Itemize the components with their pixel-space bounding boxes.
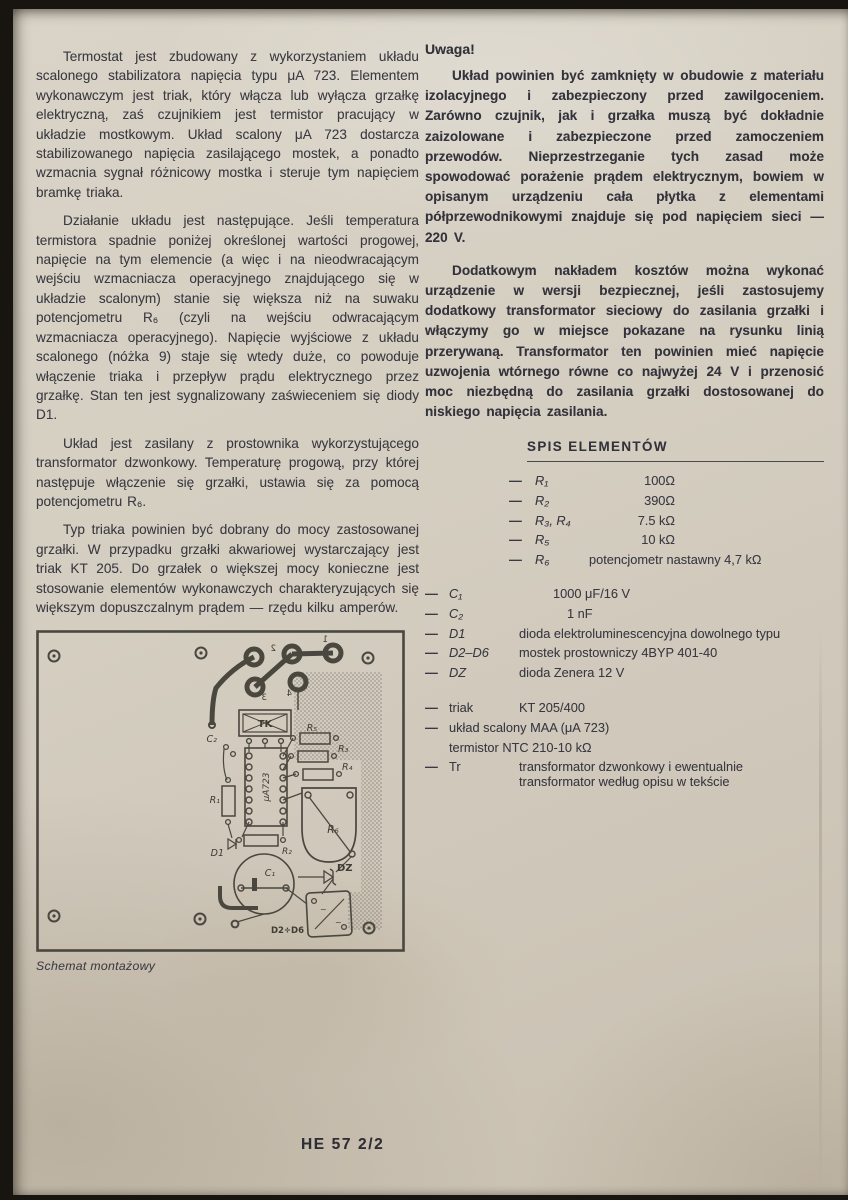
- diode-d1: [211, 839, 236, 859]
- label-d1: D1: [210, 848, 224, 860]
- part-value: 7.5 kΩ: [637, 512, 675, 528]
- part-row: [425, 626, 824, 646]
- part-value: transformator dzwonkowy i ewentualnie transformator według opisu w tekście: [519, 759, 744, 790]
- diode-dz: [298, 863, 353, 885]
- part-symbol: R₃, R₄: [535, 512, 571, 528]
- part-row: [425, 586, 824, 606]
- part-value: 1000 μF/16 V: [553, 586, 631, 602]
- right-column: [425, 41, 824, 789]
- row-dash: —: [425, 759, 438, 775]
- part-row: [509, 532, 824, 552]
- warning-paragraph-2: Dodatkowym nakładem kosztów można wykonać urządzenie w wersji bezpiecznej, jeśli zastosujemy dodatkowy transformator sieciowy do zasilania grzałki i włączymy go w miejsce pokazane na rysunku linią przerywaną. Transformator ten powinien mieć napięcie uzwojenia wtórnego równe co najwyżej 24 V i przenosić moc niezbędną do zasilania grzałki dostosowanej do niskiego napięcia zasilania.: [425, 262, 824, 420]
- label-bridge: D2÷D6: [270, 926, 304, 937]
- scanned-page: [13, 9, 848, 1195]
- part-symbol: C₂: [449, 606, 464, 622]
- resistor-r4: [294, 762, 353, 780]
- part-symbol: R₅: [535, 532, 550, 548]
- label-pad3: 3: [261, 693, 267, 704]
- parts-group-resistors: [509, 473, 824, 571]
- label-r1: R₁: [209, 795, 220, 807]
- part-row: [509, 552, 824, 572]
- parts-list: [425, 439, 824, 789]
- paragraph-power: Układ jest zasilany z prostownika wykorzystującego transformator dzwonkowy. Temperaturę progową, przy której następuje włączenie się grzałki, ustawia się za pomocą potencjometru R₆.: [36, 435, 419, 509]
- part-symbol: termistor NTC 210-10 kΩ: [449, 739, 592, 755]
- label-r5: R₅: [306, 723, 318, 735]
- left-column: [36, 47, 419, 973]
- part-symbol: D1: [449, 625, 466, 641]
- parts-group-capacitors-diodes: [425, 586, 824, 684]
- part-row: [425, 740, 824, 760]
- part-row: [509, 493, 824, 513]
- row-dash: —: [509, 551, 522, 567]
- warning-title: Uwaga!: [425, 41, 475, 57]
- potentiometer-r6: [302, 788, 356, 862]
- label-ic: μA723: [262, 772, 272, 802]
- label-pad4: 4: [286, 689, 292, 700]
- part-symbol: R₆: [535, 551, 550, 567]
- part-symbol: D2–D6: [449, 645, 489, 661]
- row-dash: —: [425, 664, 438, 680]
- label-c1: C₁: [264, 868, 276, 880]
- part-symbol: układ scalony MAA (μA 723): [449, 719, 610, 735]
- part-value: 390Ω: [644, 493, 675, 509]
- label-c2: C₂: [206, 734, 217, 746]
- part-row: [425, 759, 824, 789]
- row-dash: —: [509, 493, 522, 509]
- capacitor-c2: [207, 734, 236, 780]
- row-dash: —: [509, 532, 522, 548]
- row-dash: —: [509, 473, 522, 489]
- part-symbol: DZ: [449, 664, 467, 680]
- pcb-drawing: [36, 630, 406, 952]
- part-row: [425, 720, 824, 740]
- label-bridge-ac1: ~: [320, 905, 327, 915]
- page-code: HE 57 2/2: [301, 1136, 385, 1153]
- row-dash: —: [425, 625, 438, 641]
- label-dz: DZ: [337, 863, 353, 875]
- row-dash: —: [425, 606, 438, 622]
- part-value: dioda Zenera 12 V: [519, 664, 625, 680]
- label-r4: R₄: [342, 762, 353, 774]
- diagram-caption: Schemat montażowy: [36, 959, 156, 974]
- part-row: [425, 700, 824, 720]
- pcb-assembly-diagram: [36, 630, 419, 973]
- row-dash: —: [425, 719, 438, 735]
- part-value: dioda elektroluminescencyjna dowolnego typu: [519, 625, 781, 641]
- part-value: KT 205/400: [519, 700, 585, 716]
- part-row: [509, 513, 824, 533]
- paragraph-intro: Termostat jest zbudowany z wykorzystaniem układu scalonego stabilizatora napięcia typu μA 723. Elementem wykonawczym jest triak, który włącza lub wyłącza grzałkę elektryczną, zaś czujnikiem jest termistor pracujący w układzie mostkowym. Układ scalony μA 723 dostarcza stabilizowanego napięcia zasilającego mostek, a ponadto wzmacnia sygnał różnicowy mostka i steruje tym napięciem bramkę triaka.: [36, 49, 419, 200]
- part-value: mostek prostowniczy 4BYP 401-40: [519, 645, 718, 661]
- part-value: 10 kΩ: [641, 532, 675, 548]
- resistor-r1: [210, 778, 235, 838]
- label-bridge-ac2: ~: [335, 918, 342, 928]
- bridge-rectifier: [271, 891, 352, 937]
- label-r3: R₃: [338, 744, 349, 756]
- parts-list-heading: SPIS ELEMENTÓW: [527, 439, 824, 462]
- row-dash: —: [425, 586, 438, 602]
- row-dash: —: [425, 700, 438, 716]
- parts-group-misc: [425, 700, 824, 789]
- part-symbol: R₂: [535, 493, 550, 509]
- part-symbol: triak: [449, 700, 474, 716]
- label-pad2: 2: [270, 644, 276, 655]
- part-row: [425, 645, 824, 665]
- part-symbol: Tr: [449, 759, 461, 775]
- part-value: 1 nF: [567, 606, 593, 622]
- label-r6: R₆: [327, 824, 339, 837]
- ic-chip: [245, 748, 287, 826]
- part-row: [425, 606, 824, 626]
- part-value: 100Ω: [644, 473, 675, 489]
- paragraph-triac-choice: Typ triaka powinien być dobrany do mocy zastosowanej grzałki. W przypadku grzałki akwariowej wystarczający jest triak KT 205. Do grzałek o większej mocy konieczne jest stosowanie elementów wykonawczych charakteryzujących się większym dopuszczalnym prądem — rzędu kilku amperów.: [36, 522, 419, 615]
- part-row: [425, 665, 824, 685]
- part-value: potencjometr nastawny 4,7 kΩ: [589, 551, 762, 567]
- triac-block: [239, 710, 291, 752]
- label-triac-tk: TK: [257, 719, 273, 731]
- row-dash: —: [425, 645, 438, 661]
- part-symbol: R₁: [535, 473, 549, 489]
- warning-paragraph-1: Układ powinien być zamknięty w obudowie z materiału izolacyjnego i zabezpieczony przed zawilgoceniem. Zarówno czujnik, jak i grzałka muszą być dokładnie zaizolowane i zabezpieczone przed zamoczeniem przewodów. Nieprzestrzeganie tych zasad może spowodować porażenie prądem elektrycznym, bowiem w opisanym urządzeniu cała płytka z elementami półprzewodnikowymi znajduje się pod napięciem sieci — 220 V.: [425, 68, 824, 245]
- label-pad1: 1: [322, 635, 328, 646]
- part-row: [509, 473, 824, 493]
- part-symbol: C₁: [449, 586, 463, 602]
- row-dash: —: [509, 512, 522, 528]
- paragraph-operation: Działanie układu jest następujące. Jeśli temperatura termistora spadnie poniżej określonej wartości progowej, napięcie na tym elemencie (a więc i na nieodwracającym wejściu wzmacniacza operacyjnego znajdującego się w układzie scalonym) stanie się większa niż na suwaku potencjometru R₆ (czyli na wejściu odwracającym wzmacniacza operacyjnego). Napięcie wyjściowe z układu scalonego (nóżka 9) staje się wtedy duże, co powoduje włączenie triaka i przepływ prądu elektrycznego przez grzałkę. Stan ten jest sygnalizowany zaświeceniem się diody D1.: [36, 213, 419, 423]
- label-r2: R₂: [282, 847, 292, 858]
